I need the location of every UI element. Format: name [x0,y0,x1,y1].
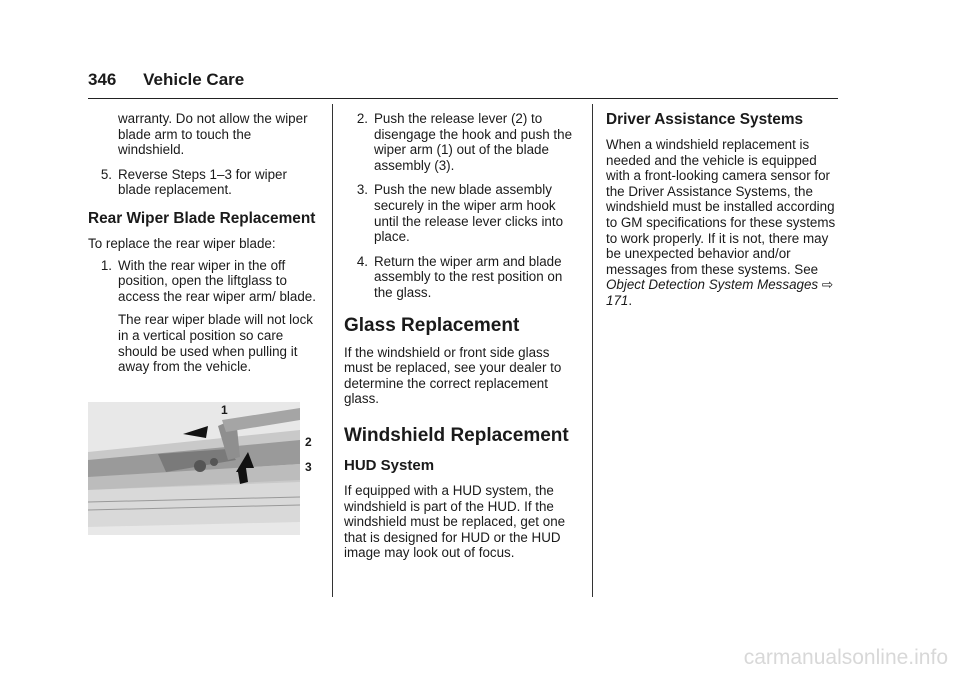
header-rule [88,98,838,99]
watermark: carmanualsonline.info [743,646,948,669]
callout-3: 3 [305,460,312,474]
column-2 [344,111,576,561]
step-5 [88,167,320,198]
callout-1: 1 [221,403,228,417]
step-number: 5. [100,166,112,182]
step-1 [88,258,320,305]
step-text: Push the new blade assembly securely in the wiper arm hook until the release lever clicks into place. [374,182,564,245]
step-number: 1. [100,257,112,273]
page-number: 346 [88,70,117,89]
rear-wiper-heading: Rear Wiper Blade Replacement [88,209,316,227]
callout-2: 2 [305,435,312,449]
object-detection-link[interactable]: Object Detection System Messages [606,277,819,293]
step-number: 2. [356,111,368,126]
column-divider-1 [332,104,333,597]
page-ref-icon: ⇨ [821,277,834,293]
column-1 [88,111,320,375]
windshield-replacement-heading: Windshield Replacement [344,424,569,446]
step-number: 3. [356,182,368,198]
step-number: 4. [356,253,368,269]
step-text: Return the wiper arm and blade assembly to the rest position on the glass. [374,253,563,300]
driver-assistance-body: When a windshield replacement is needed and the vehicle is equipped with a front-looking camera sensor for the Driver Assistance Systems, the windshield must be installed according to GM specifications for these systems to work properly. If it is not, there may be unexpected behavior and/or messages from these systems. See [606,137,836,277]
rear-wiper-intro: To replace the rear wiper blade: [88,235,276,251]
driver-assistance-heading: Driver Assistance Systems [606,111,804,128]
page-ref[interactable]: 171 [606,292,629,308]
step-text: With the rear wiper in the off position, open the liftglass to access the rear wiper arm/ blade. [118,257,316,304]
step-2 [344,111,576,173]
wiper-blade-figure [88,402,300,535]
page-header [88,70,244,90]
step-3 [344,182,576,244]
hud-system-heading: HUD System [344,456,435,474]
glass-replacement-text: If the windshield or front side glass must be replaced, see your dealer to determine the correct replacement glass. [344,344,562,407]
step-text: Reverse Steps 1–3 for wiper blade replacement. [118,166,287,198]
step-1-note: The rear wiper blade will not lock in a vertical position so care should be used when pulling it away from the vehicle. [118,312,313,375]
column-3 [606,111,838,309]
wiper-illustration [88,402,300,535]
section-title: Vehicle Care [143,70,245,89]
step-4 [344,254,576,301]
glass-replacement-heading: Glass Replacement [344,314,520,336]
hud-system-text: If equipped with a HUD system, the windshield is part of the HUD. If the windshield must be replaced, get one that is designed for HUD or the HUD image may look out of focus. [344,482,566,561]
driver-assistance-text: When a windshield replacement is needed and the vehicle is equipped with a front-looking camera sensor for the Driver Assistance Systems, the windshield must be installed according to GM specifications for these systems to work properly. If it is not, there may be unexpected behavior and/or messages from these systems. See Object Detection System Messages ⇨ 171. [606,137,836,308]
step-text: Push the release lever (2) to disengage the hook and push the wiper arm (1) out of the blade assembly (3). [374,111,573,173]
continued-text: warranty. Do not allow the wiper blade arm to touch the windshield. [118,111,308,158]
column-divider-2 [592,104,593,597]
